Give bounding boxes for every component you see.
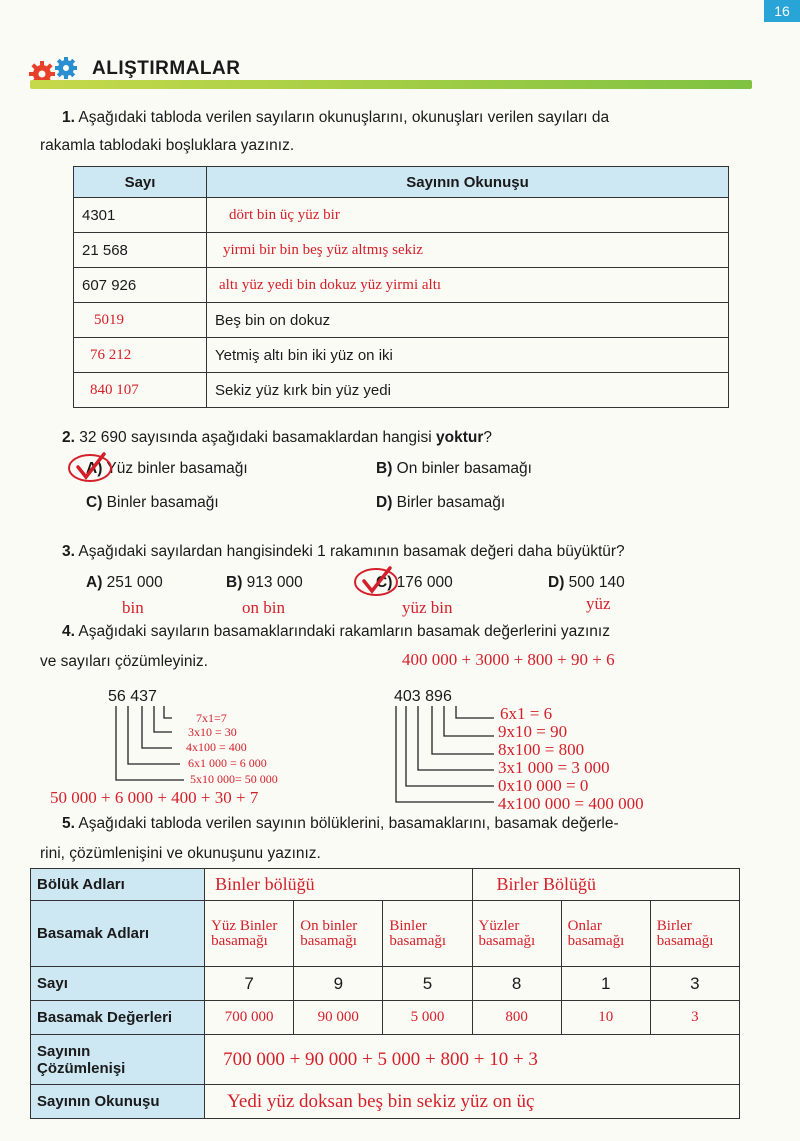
- okunus-handwritten: Yedi yüz doksan beş bin sekiz yüz on üç: [205, 1085, 740, 1119]
- place-value-cell: 3: [650, 1001, 739, 1035]
- q2-option-c: C) Binler basamağı: [86, 494, 219, 511]
- basamak-name: Binler basamağı: [383, 901, 472, 967]
- basamak-name: Yüzler basamağı: [472, 901, 561, 967]
- q2-text: 2. 32 690 sayısında aşağıdaki basamaklardan hangisi yoktur?: [62, 429, 492, 446]
- basamak-name: Birler basamağı: [650, 901, 739, 967]
- q3-note-c: yüz bin: [402, 598, 453, 617]
- q4-right-bracket-lines: [390, 704, 500, 808]
- q1-text: 1. Aşağıdaki tabloda verilen sayıların okunuşlarını, okunuşları verilen sayıları da: [62, 109, 610, 126]
- q1-number: 1.: [62, 109, 75, 126]
- q3-option-a: A) 251 000: [86, 574, 163, 591]
- q2-option-d: D) Birler basamağı: [376, 494, 506, 511]
- q1-reading-handwritten: dört bin üç yüz bir: [207, 198, 729, 233]
- table-row: [74, 268, 729, 303]
- q2-option-b: B) On binler basamağı: [376, 460, 532, 477]
- cozumlenis-handwritten: 700 000 + 90 000 + 5 000 + 800 + 10 + 3: [205, 1035, 740, 1085]
- place-value-cell: 10: [561, 1001, 650, 1035]
- q3-text: 3. Aşağıdaki sayılardan hangisindeki 1 rakamının basamak değeri daha büyüktür?: [62, 543, 625, 560]
- q4-right-value-5: 0x10 000 = 0: [498, 776, 589, 795]
- q1-number-handwritten: 76 212: [74, 338, 207, 373]
- place-value-cell: 700 000: [205, 1001, 294, 1035]
- boluk-birler: Birler Bölüğü: [472, 869, 739, 901]
- place-value-cell: 5 000: [383, 1001, 472, 1035]
- q5-text-line2: rini, çözümlenişini ve okunuşunu yazınız.: [40, 845, 321, 862]
- table-row: [74, 233, 729, 268]
- digit-cell: 1: [561, 967, 650, 1001]
- q4-text: 4. Aşağıdaki sayıların basamaklarındaki rakamların basamak değerlerini yazınız: [62, 623, 610, 640]
- q1-number-cell: 4301: [74, 198, 207, 233]
- basamak-name: Onlar basamağı: [561, 901, 650, 967]
- q1-reading-cell: Yetmiş altı bin iki yüz on iki: [207, 338, 729, 373]
- q4-left-value-3: 4x100 = 400: [186, 740, 247, 754]
- q3-option-d: D) 500 140: [548, 574, 625, 591]
- digit-cell: 5: [383, 967, 472, 1001]
- q4-right-sum: 400 000 + 3000 + 800 + 90 + 6: [402, 650, 615, 669]
- digit-cell: 9: [294, 967, 383, 1001]
- section-title: ALIŞTIRMALAR: [92, 58, 241, 79]
- q1-text-line2: rakamla tablodaki boşluklara yazınız.: [40, 137, 295, 154]
- q3-note-d: yüz: [586, 594, 611, 613]
- place-value-cell: 90 000: [294, 1001, 383, 1035]
- q4-right-value-1: 6x1 = 6: [500, 704, 553, 723]
- table-row: [74, 373, 729, 408]
- table-row: [31, 967, 740, 1001]
- check-mark-icon: [66, 450, 116, 489]
- row-label: Sayı: [31, 967, 205, 1001]
- row-label: Bölük Adları: [31, 869, 205, 901]
- digit-cell: 3: [650, 967, 739, 1001]
- q4-right-number: 403 896: [394, 688, 452, 705]
- basamak-name: Yüz Binler basamağı: [205, 901, 294, 967]
- table-row: [31, 1035, 740, 1085]
- row-label: Basamak Değerleri: [31, 1001, 205, 1035]
- q3-option-c: C) 176 000: [376, 574, 453, 591]
- q4-left-value-1: 7x1=7: [196, 711, 227, 725]
- row-label: Basamak Adları: [31, 901, 205, 967]
- q3-note-b: on bin: [242, 598, 285, 617]
- table-row: [74, 303, 729, 338]
- boluk-binler: Binler bölüğü: [205, 869, 472, 901]
- q5-table: [30, 868, 740, 1119]
- section-divider: [30, 80, 752, 89]
- check-mark-icon: [352, 564, 402, 603]
- table-row: [31, 1085, 740, 1119]
- q1-reading-cell: Beş bin on dokuz: [207, 303, 729, 338]
- basamak-name: On binler basamağı: [294, 901, 383, 967]
- row-label: Sayının Çözümlenişi: [31, 1035, 205, 1085]
- q2-option-a: A) Yüz binler basamağı: [86, 460, 248, 477]
- table-row: [74, 198, 729, 233]
- q4-right-value-4: 3x1 000 = 3 000: [498, 758, 610, 777]
- q1-reading-cell: Sekiz yüz kırk bin yüz yedi: [207, 373, 729, 408]
- q1-reading-handwritten: altı yüz yedi bin dokuz yüz yirmi altı: [207, 268, 729, 303]
- q4-right-value-2: 9x10 = 90: [498, 722, 568, 741]
- q2-emphasis: yoktur: [436, 429, 484, 446]
- page-number: 16: [764, 0, 800, 22]
- digit-cell: 7: [205, 967, 294, 1001]
- q1-number-cell: 607 926: [74, 268, 207, 303]
- q3-note-a: bin: [122, 598, 144, 617]
- q4-left-number: 56 437: [108, 688, 157, 705]
- q1-table: [73, 166, 729, 408]
- place-value-cell: 800: [472, 1001, 561, 1035]
- q1-number-cell: 21 568: [74, 233, 207, 268]
- q4-right-value-6: 4x100 000 = 400 000: [498, 794, 644, 813]
- table-row: [31, 1001, 740, 1035]
- q3-option-b: B) 913 000: [226, 574, 303, 591]
- q4-left-value-2: 3x10 = 30: [188, 725, 237, 739]
- q1-number-handwritten: 5019: [74, 303, 207, 338]
- q4-text-line2: ve sayıları çözümleyiniz.: [40, 653, 208, 670]
- q1-reading-handwritten: yirmi bir bin beş yüz altmış sekiz: [207, 233, 729, 268]
- q1-header-number: Sayı: [74, 167, 207, 198]
- table-row: [31, 901, 740, 967]
- q1-header-reading: Sayının Okunuşu: [207, 167, 729, 198]
- q5-text: 5. Aşağıdaki tabloda verilen sayının bölüklerini, basamaklarını, basamak değerle-: [62, 815, 619, 832]
- q4-right-value-3: 8x100 = 800: [498, 740, 585, 759]
- q4-left-bracket-lines: [100, 704, 200, 784]
- row-label: Sayının Okunuşu: [31, 1085, 205, 1119]
- q1-number-handwritten: 840 107: [74, 373, 207, 408]
- digit-cell: 8: [472, 967, 561, 1001]
- table-row: [31, 869, 740, 901]
- q4-left-value-5: 5x10 000= 50 000: [190, 772, 278, 786]
- q4-left-value-4: 6x1 000 = 6 000: [188, 756, 267, 770]
- table-row: [74, 338, 729, 373]
- q4-left-sum: 50 000 + 6 000 + 400 + 30 + 7: [50, 788, 259, 807]
